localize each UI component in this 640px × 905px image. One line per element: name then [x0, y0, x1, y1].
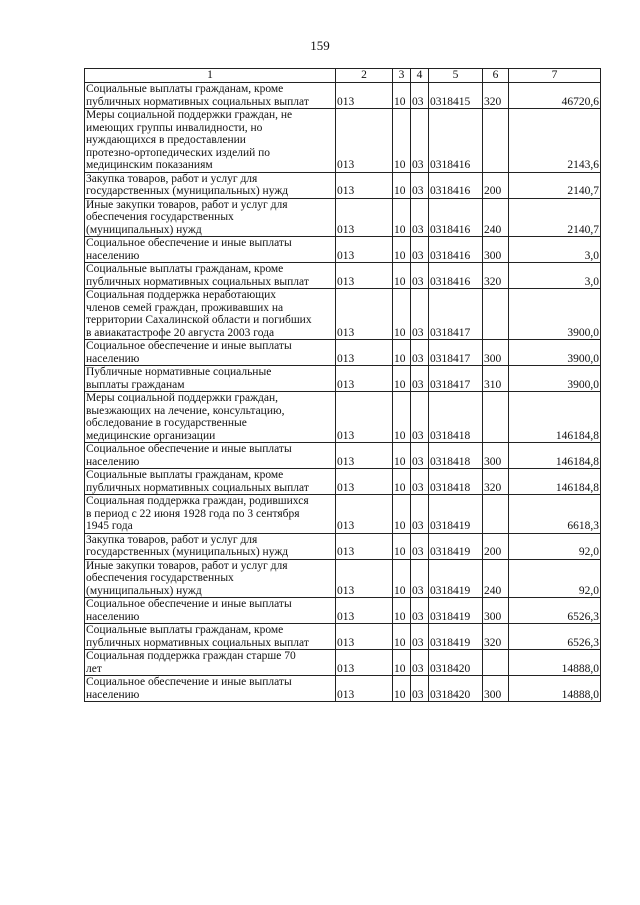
subsection-code: 03	[411, 263, 429, 289]
ministry-code: 013	[336, 469, 393, 495]
header-col-7: 7	[509, 69, 601, 83]
row-description: Закупка товаров, работ и услуг для государственных (муниципальных) нужд	[85, 172, 336, 198]
section-code: 10	[393, 83, 411, 109]
section-code: 10	[393, 289, 411, 340]
target-article-code: 0318416	[429, 198, 483, 237]
expense-type-code: 300	[483, 598, 509, 624]
table-row	[85, 366, 601, 392]
row-description: Социальное обеспечение и иные выплаты населению	[85, 598, 336, 624]
row-description: Меры социальной поддержки граждан, выезжающих на лечение, консультацию, обследование в государственные медицинские организации	[85, 392, 336, 443]
table-row	[85, 289, 601, 340]
ministry-code: 013	[336, 650, 393, 676]
target-article-code: 0318420	[429, 676, 483, 702]
subsection-code: 03	[411, 83, 429, 109]
subsection-code: 03	[411, 624, 429, 650]
subsection-code: 03	[411, 289, 429, 340]
amount-value: 3900,0	[509, 366, 601, 392]
target-article-code: 0318419	[429, 624, 483, 650]
section-code: 10	[393, 366, 411, 392]
budget-table-body	[85, 69, 601, 702]
amount-value: 3900,0	[509, 289, 601, 340]
target-article-code: 0318420	[429, 650, 483, 676]
row-description: Социальные выплаты гражданам, кроме публичных нормативных социальных выплат	[85, 263, 336, 289]
table-header-row	[85, 69, 601, 83]
target-article-code: 0318419	[429, 495, 483, 534]
row-description: Меры социальной поддержки граждан, не имеющих группы инвалидности, но нуждающихся в предоставлении протезно-ортопедических изделий по медицинским показаниям	[85, 109, 336, 173]
subsection-code: 03	[411, 392, 429, 443]
row-description: Социальное обеспечение и иные выплаты населению	[85, 443, 336, 469]
table-row	[85, 83, 601, 109]
amount-value: 6618,3	[509, 495, 601, 534]
expense-type-code: 240	[483, 198, 509, 237]
table-row	[85, 676, 601, 702]
table-row	[85, 237, 601, 263]
table-row	[85, 392, 601, 443]
target-article-code: 0318419	[429, 559, 483, 598]
table-row	[85, 598, 601, 624]
expense-type-code: 300	[483, 676, 509, 702]
header-col-4: 4	[411, 69, 429, 83]
amount-value: 2140,7	[509, 198, 601, 237]
ministry-code: 013	[336, 533, 393, 559]
expense-type-code: 300	[483, 340, 509, 366]
amount-value: 92,0	[509, 559, 601, 598]
subsection-code: 03	[411, 650, 429, 676]
row-description: Публичные нормативные социальные выплаты гражданам	[85, 366, 336, 392]
page-number: 159	[310, 38, 330, 53]
table-row	[85, 172, 601, 198]
section-code: 10	[393, 198, 411, 237]
section-code: 10	[393, 650, 411, 676]
target-article-code: 0318417	[429, 340, 483, 366]
target-article-code: 0318416	[429, 109, 483, 173]
ministry-code: 013	[336, 443, 393, 469]
subsection-code: 03	[411, 495, 429, 534]
subsection-code: 03	[411, 469, 429, 495]
table-row	[85, 495, 601, 534]
expense-type-code	[483, 289, 509, 340]
expense-type-code: 300	[483, 237, 509, 263]
ministry-code: 013	[336, 495, 393, 534]
ministry-code: 013	[336, 559, 393, 598]
ministry-code: 013	[336, 392, 393, 443]
subsection-code: 03	[411, 172, 429, 198]
ministry-code: 013	[336, 109, 393, 173]
section-code: 10	[393, 598, 411, 624]
ministry-code: 013	[336, 172, 393, 198]
section-code: 10	[393, 109, 411, 173]
ministry-code: 013	[336, 198, 393, 237]
expense-type-code: 200	[483, 172, 509, 198]
subsection-code: 03	[411, 676, 429, 702]
amount-value: 3900,0	[509, 340, 601, 366]
target-article-code: 0318419	[429, 533, 483, 559]
expense-type-code: 320	[483, 469, 509, 495]
row-description: Социальное обеспечение и иные выплаты населению	[85, 237, 336, 263]
expense-type-code: 320	[483, 83, 509, 109]
target-article-code: 0318416	[429, 172, 483, 198]
header-col-3: 3	[393, 69, 411, 83]
amount-value: 146184,8	[509, 469, 601, 495]
amount-value: 92,0	[509, 533, 601, 559]
expense-type-code: 320	[483, 624, 509, 650]
expense-type-code: 320	[483, 263, 509, 289]
budget-table	[84, 68, 601, 702]
ministry-code: 013	[336, 83, 393, 109]
header-col-5: 5	[429, 69, 483, 83]
row-description: Социальное обеспечение и иные выплаты населению	[85, 340, 336, 366]
subsection-code: 03	[411, 598, 429, 624]
expense-type-code: 200	[483, 533, 509, 559]
amount-value: 46720,6	[509, 83, 601, 109]
section-code: 10	[393, 237, 411, 263]
ministry-code: 013	[336, 263, 393, 289]
target-article-code: 0318419	[429, 598, 483, 624]
amount-value: 2143,6	[509, 109, 601, 173]
target-article-code: 0318418	[429, 469, 483, 495]
row-description: Социальные выплаты гражданам, кроме публичных нормативных социальных выплат	[85, 469, 336, 495]
table-row	[85, 263, 601, 289]
table-row	[85, 469, 601, 495]
table-row	[85, 340, 601, 366]
table-row	[85, 624, 601, 650]
section-code: 10	[393, 172, 411, 198]
ministry-code: 013	[336, 289, 393, 340]
expense-type-code	[483, 109, 509, 173]
section-code: 10	[393, 340, 411, 366]
ministry-code: 013	[336, 598, 393, 624]
expense-type-code	[483, 650, 509, 676]
row-description: Иные закупки товаров, работ и услуг для обеспечения государственных (муниципальных) нужд	[85, 559, 336, 598]
row-description: Социальные выплаты гражданам, кроме публичных нормативных социальных выплат	[85, 624, 336, 650]
expense-type-code: 300	[483, 443, 509, 469]
table-row	[85, 109, 601, 173]
target-article-code: 0318417	[429, 366, 483, 392]
section-code: 10	[393, 469, 411, 495]
section-code: 10	[393, 533, 411, 559]
amount-value: 3,0	[509, 263, 601, 289]
header-col-6: 6	[483, 69, 509, 83]
ministry-code: 013	[336, 366, 393, 392]
expense-type-code: 310	[483, 366, 509, 392]
row-description: Иные закупки товаров, работ и услуг для обеспечения государственных (муниципальных) нужд	[85, 198, 336, 237]
ministry-code: 013	[336, 237, 393, 263]
row-description: Социальное обеспечение и иные выплаты населению	[85, 676, 336, 702]
amount-value: 3,0	[509, 237, 601, 263]
ministry-code: 013	[336, 676, 393, 702]
table-row	[85, 650, 601, 676]
section-code: 10	[393, 495, 411, 534]
section-code: 10	[393, 676, 411, 702]
row-description: Социальная поддержка граждан, родившихся в период с 22 июня 1928 года по 3 сентября 1945 года	[85, 495, 336, 534]
target-article-code: 0318416	[429, 237, 483, 263]
expense-type-code: 240	[483, 559, 509, 598]
section-code: 10	[393, 443, 411, 469]
row-description: Социальные выплаты гражданам, кроме публичных нормативных социальных выплат	[85, 83, 336, 109]
ministry-code: 013	[336, 340, 393, 366]
amount-value: 146184,8	[509, 392, 601, 443]
target-article-code: 0318415	[429, 83, 483, 109]
ministry-code: 013	[336, 624, 393, 650]
row-description: Социальная поддержка неработающих членов семей граждан, проживавших на территории Сахалинской области и погибших в авиакатастрофе 20 августа 2003 года	[85, 289, 336, 340]
expense-type-code	[483, 495, 509, 534]
amount-value: 146184,8	[509, 443, 601, 469]
header-col-2: 2	[336, 69, 393, 83]
table-row	[85, 559, 601, 598]
section-code: 10	[393, 392, 411, 443]
table-row	[85, 198, 601, 237]
header-col-1: 1	[85, 69, 336, 83]
subsection-code: 03	[411, 109, 429, 173]
target-article-code: 0318418	[429, 392, 483, 443]
subsection-code: 03	[411, 559, 429, 598]
subsection-code: 03	[411, 533, 429, 559]
target-article-code: 0318417	[429, 289, 483, 340]
section-code: 10	[393, 559, 411, 598]
amount-value: 2140,7	[509, 172, 601, 198]
subsection-code: 03	[411, 443, 429, 469]
section-code: 10	[393, 624, 411, 650]
row-description: Закупка товаров, работ и услуг для государственных (муниципальных) нужд	[85, 533, 336, 559]
target-article-code: 0318418	[429, 443, 483, 469]
expense-type-code	[483, 392, 509, 443]
subsection-code: 03	[411, 198, 429, 237]
amount-value: 14888,0	[509, 676, 601, 702]
amount-value: 6526,3	[509, 624, 601, 650]
subsection-code: 03	[411, 237, 429, 263]
amount-value: 6526,3	[509, 598, 601, 624]
row-description: Социальная поддержка граждан старше 70 лет	[85, 650, 336, 676]
subsection-code: 03	[411, 340, 429, 366]
section-code: 10	[393, 263, 411, 289]
amount-value: 14888,0	[509, 650, 601, 676]
table-row	[85, 533, 601, 559]
subsection-code: 03	[411, 366, 429, 392]
table-row	[85, 443, 601, 469]
target-article-code: 0318416	[429, 263, 483, 289]
